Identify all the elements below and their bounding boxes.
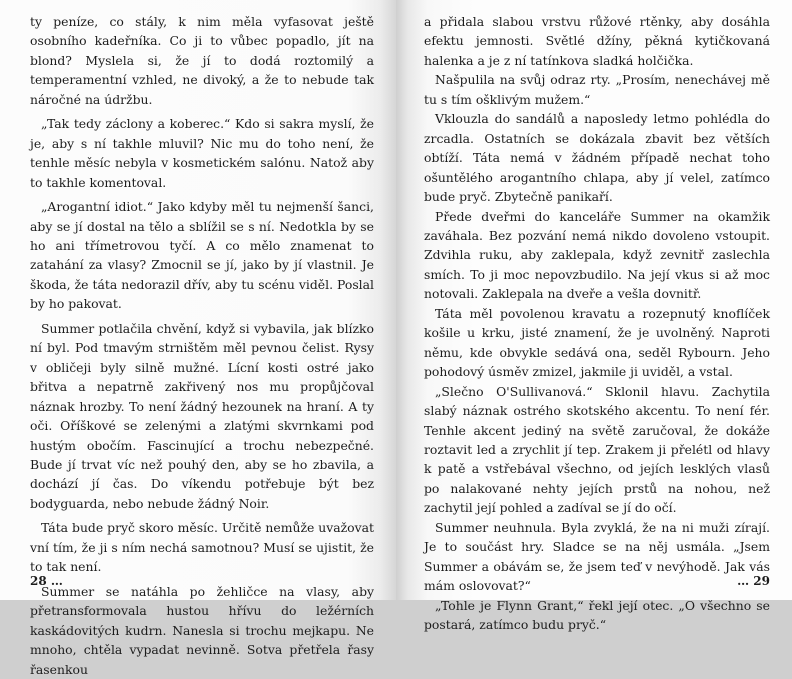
- paragraph: a přidala slabou vrstvu růžové rtěnky, aby dosáhla efektu jemnosti. Světlé džíny, pěkná kytičkovaná halenka a je z ní tatínkova sladká holčička.: [424, 14, 770, 68]
- page-number-left: 28 …: [30, 574, 63, 588]
- paragraph: „Slečno O'Sullivanová.“ Sklonil hlavu. Zachytila slabý náznak ostrého skotského akcentu. To není fér. Tenhle akcent jediný na světě zaručoval, že dokáže roztavit led a zrychlit jí tep. Zrakem ji přelétl od hlavy k patě a vstřebával všechno, od jejích lesklých vlasů po nalakované nehty jejích prstů na nohou, než zachytil její pohled a zadíval se jí do očí.: [424, 383, 770, 516]
- paragraph: „Tak tedy záclony a koberec.“ Kdo si sakra myslí, že je, aby s ní takhle mluvil? Nic mu do toho není, že tenhle měsíc nebyla v kosmetickém salónu. Natož aby to takhle komentoval.: [30, 116, 374, 190]
- paragraph: Přede dveřmi do kanceláře Summer na okamžik zaváhala. Bez pozvání nemá nikdo dovoleno vstoupit. Zdvihla ruku, aby zaklepala, když zevnitř zaslechla smích. To ji moc nepovzbudilo. Na její vkus si až moc notovali. Zaklepala na dveře a vešla dovnitř.: [424, 208, 770, 302]
- paragraph: Summer potlačila chvění, když si vybavila, jak blízko ní byl. Pod tmavým strništěm měl pevnou čelist. Rysy v obličeji byly silně mužné. Lícní kosti ostré jako břitva a nepatrně zakřivený nos mu propůjčoval náznak hrozby. To není žádný hezounek na hraní. A ty oči. Oříškové se zelenými a zlatými skvrnkami pod hustým obočím. Fascinující a trochu nebezpečné. Bude jí trvat víc než pouhý den, aby se ho zbavila, a dochází jí čas. Do víkendu potřebuje být bez bodyguarda, nebo nebude žádný Noir.: [30, 320, 374, 511]
- paragraph: Vklouzla do sandálů a naposledy letmo pohlédla do zrcadla. Ostatních se dokázala zbavit bez větších obtíží. Táta nemá v žádném případě nechat toho ošuntělého arogantního chlapa, aby jí velel, zatímco bude pryč. Zbytečně panikaří.: [424, 111, 770, 205]
- paragraph: Summer neuhnula. Byla zvyklá, že na ni muži zírají. Je to součást hry. Sladce se na něj usmála. „Jsem Summer a obávám se, že jsem teď v nevýhodě. Jak vás mám oslovovat?“: [424, 519, 770, 594]
- right-page: [396, 0, 792, 633]
- paragraph: „Tohle je Flynn Grant,“ řekl její otec. „O všechno se postará, zatímco budu pryč.“: [424, 597, 770, 633]
- left-page-text: [30, 12, 374, 679]
- paragraph: Našpulila na svůj odraz rty. „Prosím, nenechávej mě tu s tím ošklivým mužem.“: [424, 72, 770, 107]
- right-page-text: [424, 12, 770, 635]
- paragraph: Táta bude pryč skoro měsíc. Určitě nemůže uvažovat vní tím, že ji s ním nechá samotnou? Musí se ujistit, že to tak není.: [30, 520, 374, 575]
- left-page: [0, 0, 396, 677]
- paragraph: Summer se natáhla po žehličce na vlasy, aby přetransformovala hustou hřívu do ležérních kaskádovitých kudrn. Nanesla si trochu mejkapu. Ne mnoho, chtěla vypadat nevinně. Sotva přetřela řasy řasenkou: [30, 583, 374, 677]
- page-number-right: … 29: [737, 574, 770, 588]
- paragraph: ty peníze, co stály, k nim měla vyfasovat ještě osobního kadeřníka. Co ji to vůbec popadlo, jít na blond? Myslela si, že jí to dodá roztomilý a temperamentní vzhled, ne divoký, a že to nebude tak náročné na údržbu.: [30, 14, 374, 107]
- paragraph: Táta měl povolenou kravatu a rozepnutý knoflíček košile u krku, jisté znamení, že je uvolněný. Naproti němu, kde obvykle sedává ona, seděl Rybourn. Jeho pohodový úsměv zmizel, jakmile ji uviděl, a vstal.: [424, 305, 770, 380]
- paragraph: „Arogantní idiot.“ Jako kdyby měl tu nejmenší šanci, aby se jí dostal na tělo a sblížil se s ní. Nedotkla by se ho ani třímetrovou tyčí. A co mělo znamenat to zatahání za vlasy? Zmocnil se jí, jako by jí vlastnil. Je škoda, že táta nedorazil dřív, aby tu scénu viděl. Poslal by ho pakovat.: [30, 199, 374, 312]
